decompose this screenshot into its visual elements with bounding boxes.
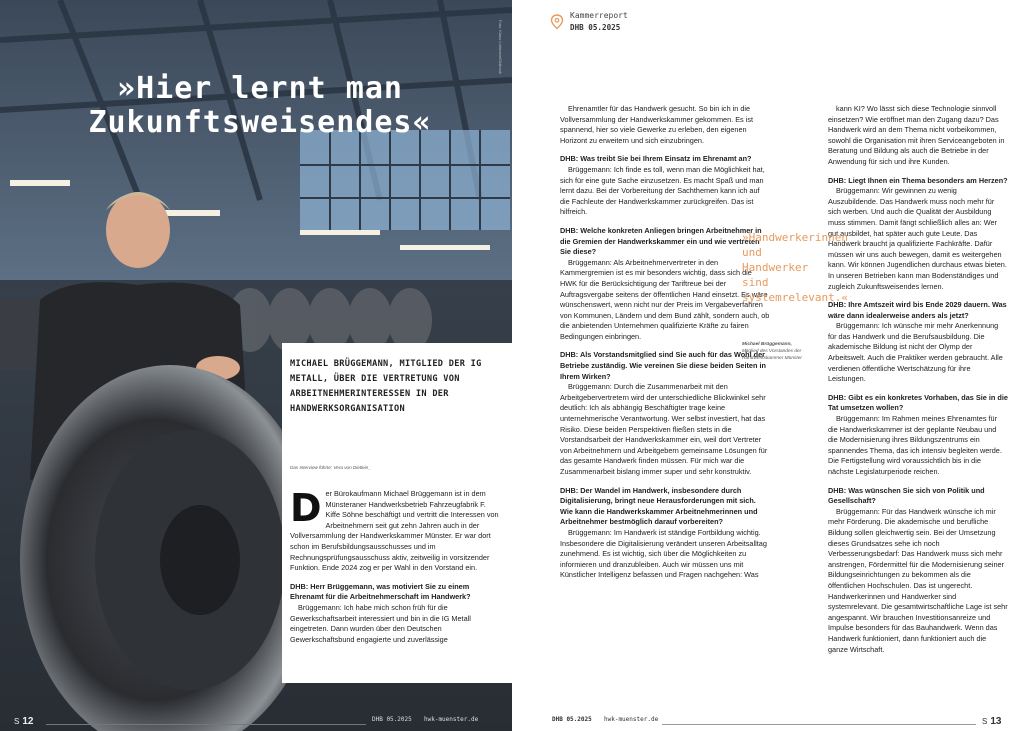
section-issue: DHB 05.2025 [570, 23, 621, 32]
right-footer [512, 710, 1024, 731]
interview-answer: Brüggemann: Im Rahmen meines Ehrenamtes für die Handwerkskammer ist der geplante Neubau und die Modernisierung ihres Bildungszentrums ein spannendes Thema, das ich intensiv begleiten werde. Die Fertigstellung wird voraussichtlich bis in die nächste Legislaturperiode reichen. [828, 414, 1002, 476]
footer-rule [662, 724, 976, 725]
dropcap: D [290, 486, 322, 530]
interview-question: DHB: Welche konkreten Anliegen bringen Arbeitnehmer in die Gremien der Handwerkskammer ein und wie vertreten Sie diese? [560, 225, 762, 257]
question-1: DHB: Herr Brüggemann, was motiviert Sie zu einem Ehrenamt für die Arbeitnehmerschaft im Handwerk? [290, 581, 471, 602]
byline: Das Interview führte: Vera von Dietlein_ [290, 465, 371, 470]
interview-answer: Brüggemann: Im Handwerk ist ständige Fortbildung wichtig. Insbesondere die Digitalisierung verändert unseren Arbeitsalltag zunehmend. Es ist wichtig, sich über die Möglichkeiten zu informieren und dranzubleiben. Auch wir müssen uns mit Künstlicher Intelligenz befassen und Fragen nachgehen: Was [560, 527, 767, 580]
intro-panel [282, 343, 512, 683]
interview-answer: Brüggemann: Als Arbeitnehmervertreter in den Kammergremien ist es mir besonders wichtig, dass sich die HWK für die Berücksichtigung der Tariftreue bei der Auftragsvergabe seitens der öffentlichen Hand einsetzt. Es wäre wünschenswert, wenn nicht nur der Preis im Vergabeverfahren von Kommunen, Ländern und dem Bund zählt, sondern auch, ob die anbietenden Unternehmen qualifizierte Kräfte zu fairen Bedingungen einbringen. [560, 257, 770, 341]
column-2 [828, 104, 1008, 655]
headline: »Hier lernt man Zukunftsweisendes« [88, 71, 432, 140]
interview-question: DHB: Was wünschen Sie sich von Politik und Gesellschaft? [828, 485, 985, 506]
interview-question: DHB: Gibt es ein konkretes Vorhaben, das Sie in die Tat umsetzen wollen? [828, 392, 1008, 413]
left-footer [0, 710, 512, 731]
pull-quote: »Handwerkerinnen und Handwerker sind systemrelevant.« [742, 231, 848, 304]
interview-question: DHB: Was treibt Sie bei Ihrem Einsatz im Ehrenamt an? [560, 154, 752, 164]
interview-answer: Brüggemann: Ich wünsche mir mehr Anerkennung für das Handwerk und die Berufsausbildung. Die akademische Bildung ist nicht der Olymp der Arbeitswelt. Auch die Praktiker werden gebraucht. Alle verdienen öffentliche Wertschätzung für ihre Leistungen. [828, 321, 1003, 384]
interview-question: DHB: Der Wandel im Handwerk, insbesondere durch Digitalisierung, bringt neue Herausforderungen mit sich. Wie kann die Handwerkskammer Arbeitnehmerinnen und Arbeitnehmer bestmöglich darauf vorbereiten? [560, 485, 758, 527]
interview-answer: Brüggemann: Wir gewinnen zu wenig Auszubildende. Das Handwerk muss noch mehr für sich werben. Und auch die Qualität der Ausbildung muss stimmen. Damit fängt schließlich alles an: Wer gut ausbildet, hat später auch gute Leute. Das Handwerk braucht ja qualifizierte Fachkräfte. Dafür müssen wir uns auch bewegen, damit es weitergehen kann. Wir können Jugendlichen durchaus etwas bieten. In unseren Betrieben kann man Bodenständiges und zugleich Zukunftsweisendes lernen. [828, 186, 1007, 291]
pull-quote-attribution: Michael Brüggemann, Mitglied des Vorstandes der Handwerkskammer Münster [742, 342, 802, 361]
interview-answer: Brüggemann: Ich finde es toll, wenn man die Möglichkeit hat, sich für eine gute Sache einzusetzen. Es macht Spaß und man lernt dazu. Bei der Vorbereitung der Sachthemen kann ich auf die Fachleute der Handwerkskammer zurückgreifen. Das ist hilfreich. [560, 164, 765, 217]
answer-1: Brüggemann: Ich habe mich schon früh für die Gewerkschaftsarbeit interessiert und bin in die IG Metall eingetreten. Dann wurden über den Deutschen Gewerkschaftsbund engagierte und zuverlässige [290, 602, 471, 644]
interview-answer: kann KI? Wo lässt sich diese Technologie sinnvoll einsetzen? Wie eröffnet man den Zugang dazu? Das Handwerk wird an dem Thema nicht vorbeikommen, sowohl die Organisation mit ihren Serviceangeboten in Beratung und Bildung als auch die Betriebe in der Anwendung für sich und ihre Kunden. [828, 104, 1005, 166]
interview-question: DHB: Ihre Amtszeit wird bis Ende 2029 dauern. Was wäre dann idealerweise anders als jetzt? [828, 300, 1007, 320]
intro-text: er Bürokaufmann Michael Brüggemann ist in dem Münsteraner Handwerksbetrieb Fahrzeugfabrik F. Kiffe Söhne beschäftigt und vertritt die Interessen von Arbeitnehmern seit gut zehn Jahren auch in der Vollversammlung der Handwerkskammer Münster. Er war dort schon im Berufsbildungsausschusses und im Rechnungsprüfungsausschuss aktiv, zeitweilig in vorsitzender Funktion. Ende 2024 zog er per Wahl in den Vorstand ein. [290, 489, 499, 573]
photo-credit: Foto: Klaus Lohmann/Oldbook [498, 20, 503, 75]
footer-rule [46, 724, 366, 725]
page-number-right: S 13 [982, 716, 1002, 727]
interview-answer: Brüggemann: Durch die Zusammenarbeit mit den Arbeitgebervertretern wird der unterschiedliche Blickwinkel sehr deutlich: Ich als abhängig Beschäftigter trage keine unternehmerische Verantwortung. Wer selbst investiert, hat das Risiko. Diese beiden Perspektiven fließen stets in die Vorstandsarbeit der Handwerkskammer ein, weil dort Vertreter von Arbeitnehmern und Arbeitgebern gemeinsame Lösungen für das gesamte Handwerk finden müssen. Für mich war die Zusammenarbeit bislang immer super und sehr konstruktiv. [560, 382, 768, 476]
location-pin-icon [550, 14, 564, 30]
interview-answer: Ehrenamtler für das Handwerk gesucht. So bin ich in die Vollversammlung der Handwerkskammer gekommen. Es ist spannend, hier so viele Gewerke zu erleben, den eigenen Horizont zu erweitern und sich einzubringen. [560, 104, 754, 145]
page-number-left: S 12 [14, 716, 34, 727]
section-kicker: Kammerreport [570, 11, 628, 20]
interview-answer: Brüggemann: Für das Handwerk wünsche ich mir mehr Förderung. Die akademische und berufliche Bildung sollen gleichwertig sein. Bei der Umsetzung dieses Grundsatzes sehe ich noch Verbesserungsbedarf: Das Handwerk muss sich mehr anstrengen, Fördermittel für die Modernisierung seiner Bildungseinrichtungen zu bekommen als die öffentlichen Hochschulen. Das ist ungerecht. Handwerkerinnen und Handwerker sind systemrelevant. Die gesamtwirtschaftliche Lage ist sehr angespannt. Wir brauchen Investitionsanreize und Impulse besonders für das Bauhandwerk. Wenn das Handwerk funktioniert, dann funktioniert auch die ganze Wirtschaft. [828, 506, 1008, 654]
interview-question: DHB: Als Vorstandsmitglied sind Sie auch für das Wohl der Betriebe zuständig. Wie vereinen Sie diese beiden Seiten in Ihrem Wirken? [560, 350, 766, 381]
right-page [512, 0, 1024, 731]
footer-site: hwk-muenster.de [424, 716, 479, 723]
lede: MICHAEL BRÜGGEMANN, MITGLIED DER IG METALL, ÜBER DIE VERTRETUNG VON ARBEITNEHMERINTERESSEN IN DER HANDWERKSORGANISATION [290, 359, 482, 414]
footer-issue: DHB 05.2025 [552, 716, 592, 723]
footer-issue: DHB 05.2025 [372, 716, 412, 723]
column-1 [560, 104, 770, 581]
footer-site: hwk-muenster.de [604, 716, 659, 723]
interview-question: DHB: Liegt Ihnen ein Thema besonders am Herzen? [828, 175, 1008, 185]
intro-body [290, 486, 502, 645]
